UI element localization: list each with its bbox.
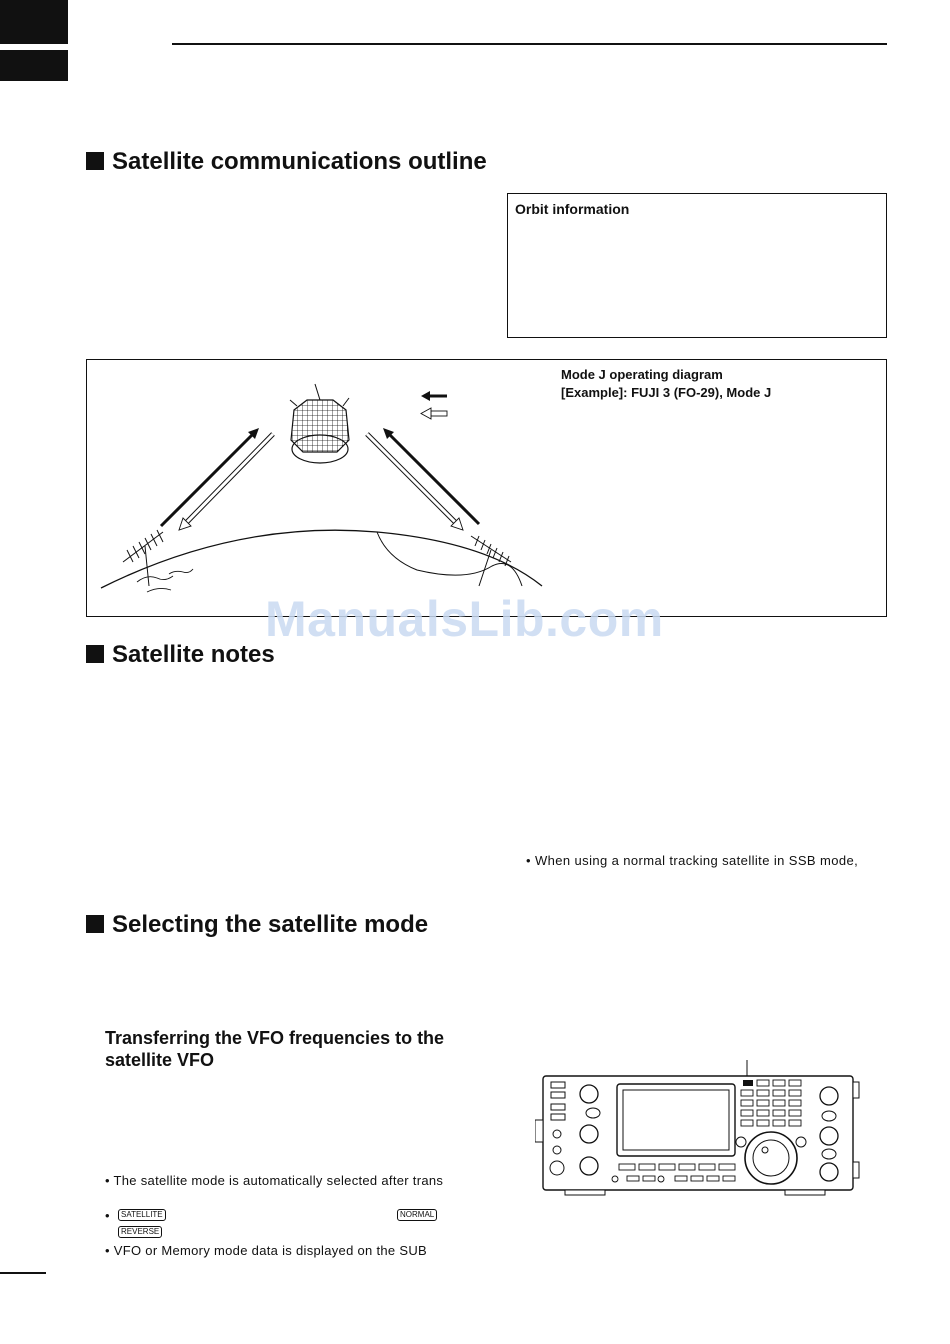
section-heading-notes: Satellite notes	[86, 641, 275, 669]
transfer-subheading: Transferring the VFO frequencies to the satellite VFO	[105, 1028, 445, 1070]
orbit-info-title: Orbit information	[515, 201, 630, 217]
transfer-bullet-1: • The satellite mode is automatically selected after trans	[105, 1173, 444, 1188]
normal-key-label: NORMAL	[397, 1209, 437, 1221]
chapter-tab-top	[0, 0, 68, 44]
chapter-tab-bottom	[0, 50, 68, 81]
square-bullet-icon	[86, 152, 104, 170]
downlink-arrow-icon	[421, 408, 447, 419]
footer-rule	[0, 1272, 46, 1274]
header-rule	[172, 43, 887, 45]
section-heading-outline: Satellite communications outline	[86, 148, 487, 176]
mode-j-diagram	[86, 359, 887, 617]
square-bullet-icon	[86, 645, 104, 663]
diagram-caption	[561, 366, 771, 402]
watermark: ManualsLib.com	[265, 591, 664, 647]
square-bullet-icon	[86, 915, 104, 933]
reverse-key-label: REVERSE	[118, 1226, 162, 1238]
transfer-bullet-3: • VFO or Memory mode data is displayed on the SUB	[105, 1243, 427, 1258]
satellite-icon	[290, 384, 349, 463]
satellite-key-label: SATELLITE	[118, 1209, 166, 1221]
orbit-info-box	[507, 193, 887, 338]
diagram-caption-line1: Mode J operating diagram	[561, 367, 723, 382]
section-heading-selecting: Selecting the satellite mode	[86, 911, 428, 939]
antenna-icon	[471, 536, 511, 586]
uplink-arrow-icon	[421, 391, 447, 401]
transceiver-icon	[535, 1060, 865, 1200]
diagram-caption-line2: [Example]: FUJI 3 (FO-29), Mode J	[561, 385, 772, 400]
notes-bullet: • When using a normal tracking satellite in SSB mode,	[526, 853, 859, 868]
transfer-bullet-2-dot: •	[105, 1208, 110, 1223]
